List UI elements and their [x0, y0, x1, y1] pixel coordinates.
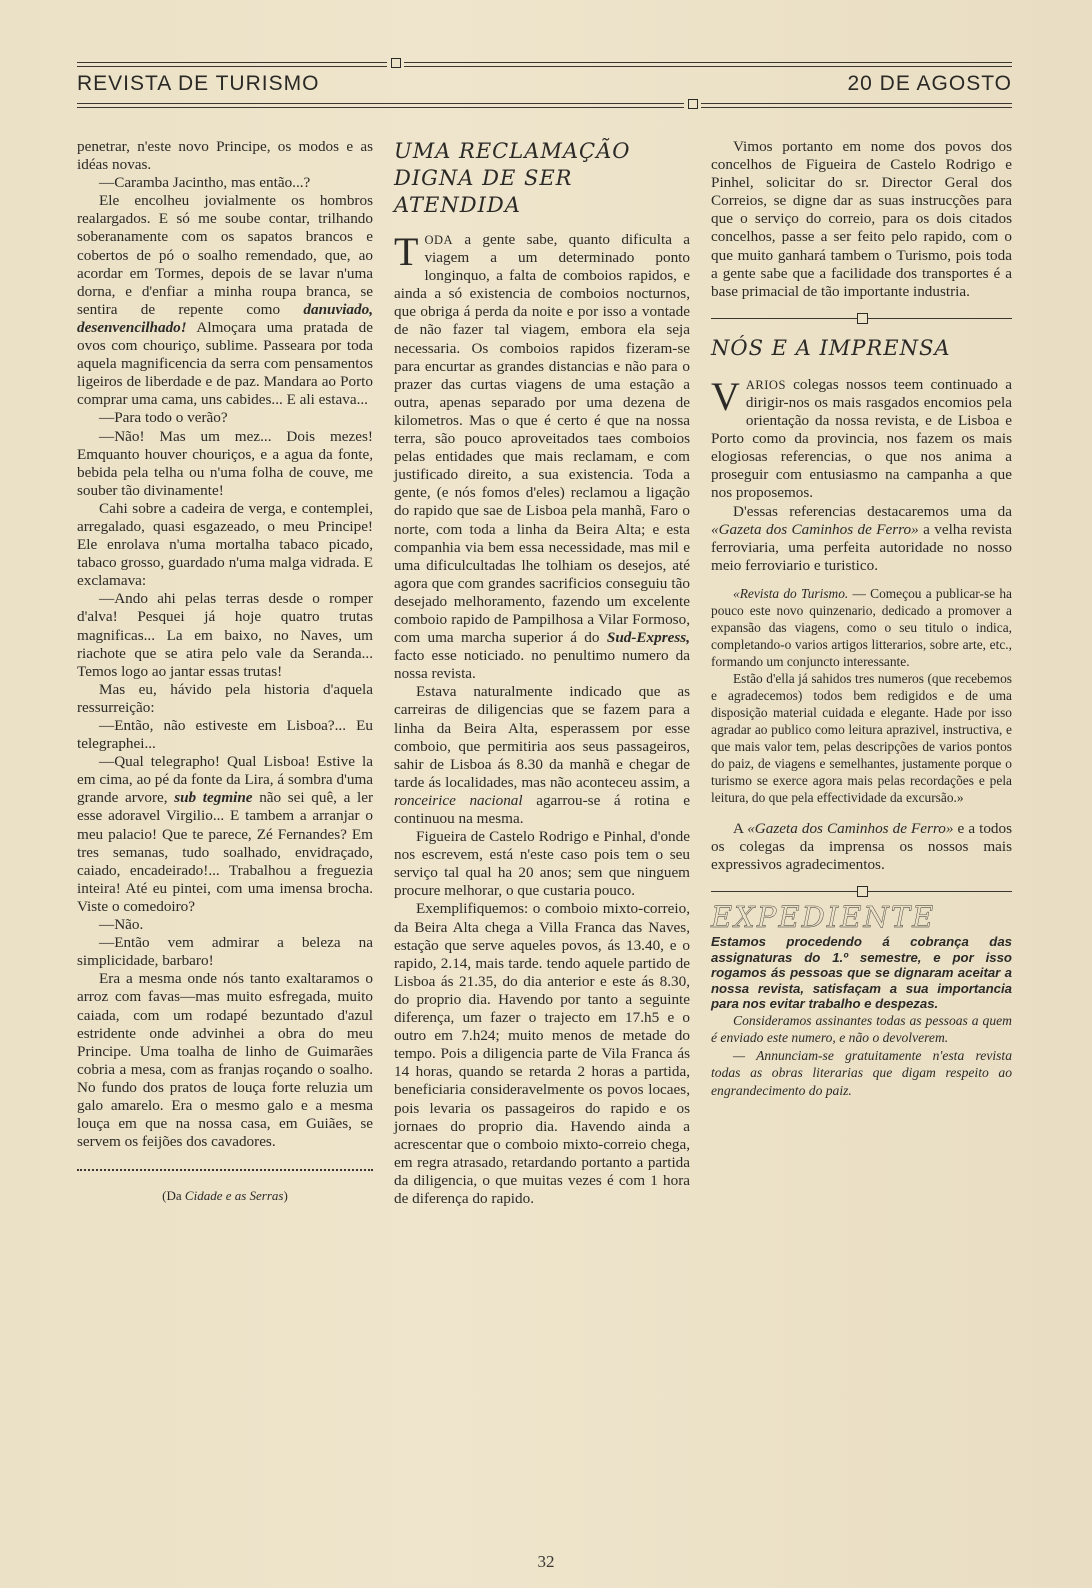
italic-phrase: sub tegmine — [174, 789, 253, 807]
section-title: NÓS E A IMPRENSA — [711, 335, 951, 360]
header-title: REVISTA DE TURISMO — [77, 72, 320, 95]
header-rule-top-left — [77, 62, 387, 63]
section-title: EXPEDIENTE — [711, 900, 936, 935]
italic-phrase: Sud-Express, — [606, 629, 691, 647]
paragraph: penetrar, n'este novo Principe, os modos e as idéas novas. — [77, 138, 373, 174]
ornament-box — [857, 313, 868, 324]
page-number: 32 — [537, 1552, 555, 1571]
header-rule-bottom-right — [701, 103, 1012, 104]
quoted-review — [711, 585, 1012, 806]
paragraph: Figueira de Castelo Rodrigo e Pinhal, d'onde nos escrevem, está n'este caso pois tem o seu serviço tal qual ha 20 anos; sem que ninguem procure melhorar, o que custaria pouco. — [394, 828, 690, 900]
paragraph: Mas eu, hávido pela historia d'aquela ressurreição: — [77, 680, 373, 716]
paragraph: Cahi sobre a cadeira de verga, e contemplei, arregalado, quasi esgazeado, o meu Principe! Ele enrolava n'uma mortalha tabaco picado, tabaco grosso, guardado n'uma malga vidrada. E exclamava: — [77, 499, 373, 590]
dotted-divider — [77, 1169, 373, 1171]
header-rule-bottom-right-2 — [701, 107, 1012, 108]
header-ornament-box-2 — [688, 99, 698, 109]
paragraph: — Annunciam-se gratuitamente n'esta revista todas as obras literarias que digam respeito ao engrandecimento do paiz. — [711, 1047, 1012, 1098]
paragraph: Consideramos assinantes todas as pessoas a quem é enviado este numero, e não o devolverem. — [711, 1012, 1012, 1046]
paragraph: A «Gazeta dos Caminhos de Ferro» e a todos os colegas da imprensa os nossos mais expressivos agradecimentos. — [711, 819, 1013, 874]
paragraph: —Então, não estiveste em Lisboa?... Eu telegraphei... — [77, 717, 373, 753]
source-citation: (Da Cidade e as Serras) — [162, 1188, 288, 1204]
paragraph: D'essas referencias destacaremos uma da «Gazeta dos Caminhos de Ferro» a velha revista ferroviaria, uma perfeita autoridade no nosso meio ferroviario e turistico. — [711, 502, 1013, 574]
header-rule-bottom-left — [77, 103, 684, 104]
article-title: UMA RECLAMAÇÃO DIGNA DE SER ATENDIDA — [394, 139, 631, 217]
section-separator — [711, 313, 1012, 325]
paragraph: Estava naturalmente indicado que as carreiras de diligencias que se fazem para a linha da Beira Alta, esperassem por esse comboio, que permitiria aos seus passageiros, sahir de Lisboa ás 8.30 da manhã e chegar de tarde ás localidades, mas não aconteceu assim, a ronceirice nacional agarrou-se á rotina e continuou na mesma. — [394, 683, 691, 827]
ornament-box — [857, 886, 868, 897]
header-rule-top-right — [404, 62, 1012, 63]
paragraph: —Não. — [99, 916, 144, 934]
paragraph: Estão d'ella já sahidos tres numeros (que recebemos e agradecemos) todos bem redigidos e de uma disposição material cuidada e elegante. Hade por isso agradar ao publico como leitura aprazivel, instructiva, e que mais valor tem, pelas descripções de varios pontos do paiz, de viagens e semelhantes, justamente porque o turismo se exerce agora mais pelas recordações e pela leitura, do que pela effectividade da excursão.» — [711, 670, 1012, 805]
italic-phrase: «Gazeta dos Caminhos de Ferro» — [747, 819, 954, 837]
column-2 — [394, 138, 690, 1208]
paragraph: —Caramba Jacintho, mas então...? — [99, 174, 311, 192]
paragraph: —Ando ahi pelas terras desde o romper d'alva! Pesquei já hoje quatro trutas magnificas... La em baixo, no Naves, um riachote que se atira pelo vale da Seranda... Temos logo ao jantar essas trutas! — [77, 590, 373, 680]
italic-phrase: danuviado, desenvencilhado! — [77, 300, 373, 336]
notice-bold: Estamos procedendo á cobrança das assignaturas do 1.º semestre, e por isso rogamos ás pessoas que se dignaram aceitar a nossa revista, satisfaçam a sua importancia para nos evitar trabalho e despezas. — [711, 934, 1012, 1012]
paragraph: Exemplifiquemos: o comboio mixto-correio, da Beira Alta chega a Villa Franca das Naves, estação que serve aqueles povos, ás 13.40, e o rapido, 2.14, mais tarde. tendo aquele partido de Lisboa ás 21.35, do dia anterior e este ás 8.30, do proprio dia. Havendo por tanto a seguinte diferença, um fazer o trajecto em 17.h5 e o outro em 7.h24; muito menos de metade do tempo. Pois a diligencia parte de Vila Franca ás 14 horas, quando se retarda 2 horas a partida, beneficiaria consideravelmente os povos locaes, pois levaria os passageiros do rapido e os jornaes do proprio dia. Havendo ainda a acrescentar que o comboio mixto-correio chega, em regra atrasado, retardando portanto a partida da diligencia, o que muitas vezes é com 1 hora de diferença do rapido. — [394, 900, 690, 1207]
drop-cap: T — [394, 229, 419, 274]
paragraph: Vimos portanto em nome dos povos dos concelhos de Figueira de Castelo Rodrigo e Pinhel, solicitar do sr. Director Geral dos Correios, se digne dar as suas instrucções para que o serviço do correio, para os dois citados concelhos, passe a ser feito pelo rapido, com o que muito ganhará tambem o Turismo, pois toda a gente sabe que a facilidade dos transportes é a base primacial de tão importante industria. — [711, 138, 1012, 300]
paragraph: —Qual telegrapho! Qual Lisboa! Estive la em cima, ao pé da fonte da Lira, á sombra d'uma grande arvore, sub tegmine não sei quê, a ler esse adoravel Virgilio... E tambem a arranjar o meu palacio! Que te parece, Zé Fernandes? Em tres semanas, tudo soalhado, envidraçado, caiado, encadeirado!... Trabalhou a freguezia inteira! Até eu pintei, com uma imensa brocha. Viste o comedoiro? — [77, 753, 374, 915]
paragraph: Era a mesma onde nós tanto exaltaramos o arroz com favas—mas muito esfregada, muito caiada, com um rodapé bezuntado d'azul estridente onde advinhei a obra do meu Principe. Uma toalha de linho de Guimarães cobria a mesa, com as franjas roçando o soalho. No fundo dos pratos de louça forte reluzia um galo amarelo. Era o mesmo galo e a mesma louça em que na nossa casa, em Guiães, se servem os feijões dos cavadores. — [77, 970, 373, 1151]
header-ornament-box — [391, 58, 401, 68]
italic-phrase: ronceirice nacional — [394, 791, 523, 809]
paragraph: Ele encolheu jovialmente os hombros realargados. E só me soube contar, trilhando soberanamente com os sapatos brancos e cobertos de pó o soalho remendado, que, ao acordar em Tormes, depois de se lavar n'uma dorna, e d'enfiar a minha roupa branca, se sentira de repente como danuviado, desenvencilhado! Almoçara uma pratada de ovos com chouriço, sublime. Passeara por toda aquela magnificencia da serra com pensamentos ligeiros de liberdade e de paz. Mandara ao Porto comprar uma cama, uns cabides... E ali estava... — [77, 192, 373, 409]
paragraph: —Para todo o verão? — [99, 409, 228, 427]
italic-phrase: «Gazeta dos Caminhos de Ferro» — [711, 520, 919, 538]
paragraph: TODA a gente sabe, quanto dificulta a viagem a um determinado ponto longinquo, a falta de comboios rapidos, e ainda a só existencia de comboios nocturnos, que obriga á perda da noite e por isso a vontade de não fazer tal viagem, embora ela seja necessaria. Os comboios rapidos fizeram-se para encurtar as grandes distancias e não para o prazer das curtas viagens de uma estação a outra, apenas separado por uma dezena de kilometros. Mas o que é certo é que na nossa terra, são pouco aproveitados taes comboios pelas entidades que mais reclamam, e com justificado direito, a sua existencia. Toda a gente, (e nós fomos d'eles) reclamou a ligação do rapido que sae de Lisboa pela manhã, Faro o norte, com toda a linha da Beira Alta; e esta companhia via bem essa necessidade, mas mil e uma dificulcultadas lhe tolhiam os desejos, até agora que com grandes sacrificios conseguiu tão desejado melhoramento, fazendo um excelente comboio rapido de Pampilhosa a Vilar Formoso, com uma marcha superior á do Sud-Express, facto esse noticiado. no penultimo numero da nossa revista. — [394, 229, 691, 683]
header-rule-bottom-left-2 — [77, 107, 684, 108]
paragraph: —Então vem admirar a beleza na simplicidade, barbaro! — [77, 934, 373, 970]
column-3 — [711, 138, 1012, 1099]
paragraph: «Revista do Turismo. — Começou a publicar-se ha pouco este novo quinzenario, dedicado a promover a expansão das viagens, como o seu titulo o indica, completando-o varios artigos litterarios, sobre arte, etc., formando um conjuncto interessante. — [711, 585, 1012, 669]
header-date: 20 DE AGOSTO — [847, 72, 1012, 95]
notice-italic — [711, 1012, 1012, 1100]
column-1 — [77, 138, 373, 1205]
paragraph: VARIOS colegas nossos teem continuado a dirigir-nos os mais rasgados encomios pela orientação da nossa revista, e de Lisboa e Porto como da provincia, nos fazem os mais elogiosas referencias, o que nos anima a proseguir com entusiasmo na campanha a que nos proposemos. — [711, 373, 1013, 502]
section-separator — [711, 886, 1012, 898]
paragraph: —Não! Mas um mez... Dois mezes! Emquanto houver chouriços, e a agua da fonte, bebida pela telha ou n'uma folha de couve, me souber tão divinamente! — [77, 427, 373, 499]
header-rule-top-left-2 — [77, 66, 387, 67]
header-rule-top-right-2 — [404, 66, 1012, 67]
drop-cap: V — [711, 373, 740, 419]
